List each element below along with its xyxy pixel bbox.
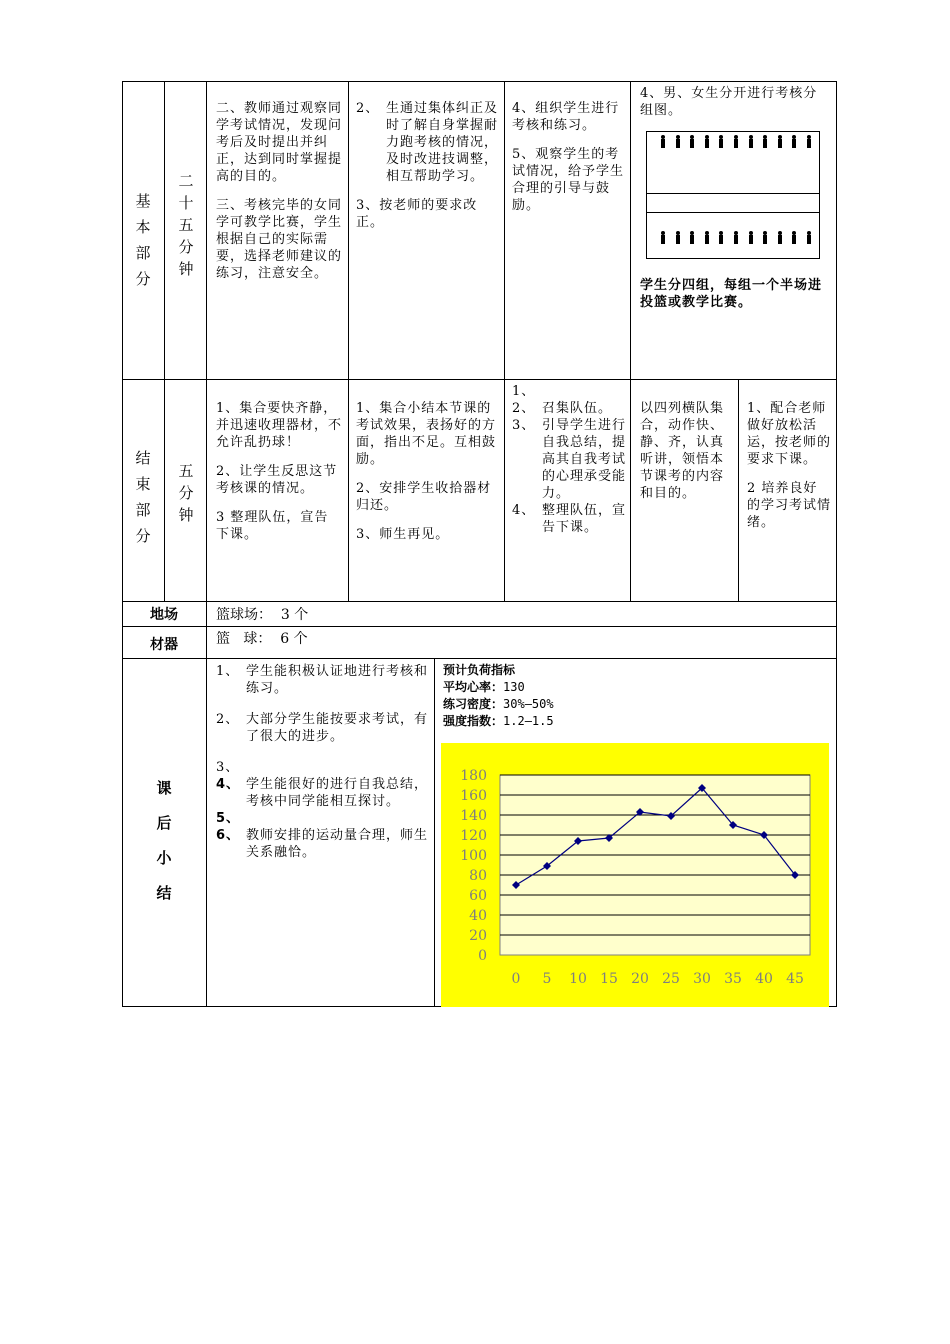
- density-row: [443, 696, 554, 713]
- char: 五: [178, 216, 194, 234]
- list-item: [512, 417, 626, 502]
- summary-list: [216, 663, 428, 861]
- x-tick-label: 25: [662, 971, 680, 987]
- student-icon: [806, 231, 812, 244]
- item-text: [542, 383, 626, 400]
- char: 钟: [178, 260, 194, 278]
- item-text: 生通过集体纠正及时了解自身掌握耐力跑考核的情况，及时改进技调整，相互帮助学习。: [386, 101, 499, 184]
- list-item: [216, 663, 428, 697]
- item-number: 1、: [512, 384, 536, 399]
- list-item: [512, 502, 626, 536]
- ending-time-label: [175, 460, 197, 526]
- char: 分: [178, 484, 194, 502]
- y-tick-label: 60: [469, 888, 487, 904]
- student-icon: [718, 135, 724, 148]
- char: 分: [135, 270, 151, 288]
- y-tick-label: 140: [460, 808, 487, 824]
- ending-goal-col: [747, 400, 831, 543]
- student-icon: [660, 231, 666, 244]
- student-icon: [762, 135, 768, 148]
- grouping-caption: 4、男、女生分开进行考核分组图。: [640, 86, 818, 118]
- char: 部: [135, 244, 151, 262]
- student-icon: [748, 231, 754, 244]
- item-text: [246, 759, 428, 776]
- x-tick-label: 0: [511, 971, 521, 987]
- x-tick-label: 10: [569, 971, 587, 987]
- item-number: 5、: [216, 811, 241, 826]
- ending-teacher-col: [356, 400, 498, 555]
- court-line: [646, 193, 820, 194]
- item-text: 大部分学生能按要求考试，有了很大的进步。: [246, 712, 429, 744]
- item-text: 学生能很好的进行自我总结，考核中同学能相互探讨。: [246, 777, 429, 809]
- ending-student-col: [512, 383, 626, 536]
- list-item: [356, 100, 498, 185]
- equipment-value: 篮 球： 6 个: [216, 631, 308, 647]
- student-icon: [733, 135, 739, 148]
- student-icon: [689, 135, 695, 148]
- basic-teacher-col: [356, 100, 498, 231]
- paragraph: 二、教师通过观察同学考试情况，发现问考后及时提出并纠正，达到同时掌握提高的目的。: [216, 101, 343, 184]
- list-item: [512, 383, 626, 400]
- student-icon: [704, 135, 710, 148]
- basic-time-label: [175, 170, 197, 280]
- load-title: 预计负荷指标: [443, 663, 516, 677]
- x-tick-label: 15: [600, 971, 618, 987]
- char: 部: [135, 501, 151, 519]
- student-icon: [806, 135, 812, 148]
- item-text: 召集队伍。: [542, 401, 613, 416]
- paragraph: 1、集合小结本节课的考试效果，表扬好的方面，指出不足。互相鼓励。: [356, 401, 497, 467]
- item-text: 学生能积极认证地进行考核和练习。: [246, 664, 429, 696]
- char: 十: [178, 194, 194, 212]
- char: 课: [156, 779, 172, 797]
- item-text: 教师安排的运动量合理，师生关系融恰。: [246, 828, 429, 860]
- char: 钟: [178, 506, 194, 524]
- student-icon: [777, 231, 783, 244]
- char: 基: [135, 192, 151, 210]
- char: 二: [178, 172, 194, 190]
- basic-content-col: [216, 100, 342, 294]
- paragraph: 3、师生再见。: [356, 527, 450, 542]
- item-number: 6、: [216, 828, 241, 843]
- y-tick-label: 120: [460, 828, 487, 844]
- paragraph: 2、让学生反思这节考核课的情况。: [216, 464, 338, 496]
- y-tick-label: 160: [460, 788, 487, 804]
- x-tick-label: 40: [755, 971, 773, 987]
- student-icon: [791, 135, 797, 148]
- summary-label: [122, 771, 206, 911]
- intensity-value: 1.2—1.5: [503, 714, 554, 728]
- paragraph: 1、集合要快齐静，并迅速收理器材，不允许乱扔球！: [216, 401, 343, 450]
- x-tick-label: 20: [631, 971, 649, 987]
- hr-label: 平均心率：: [443, 680, 504, 694]
- student-icon: [777, 135, 783, 148]
- y-tick-label: 100: [460, 848, 487, 864]
- item-text: 整理队伍，宣告下课。: [542, 503, 627, 535]
- list-item: [216, 810, 428, 827]
- load-indicators: [443, 662, 554, 730]
- y-tick-label: 80: [469, 868, 487, 884]
- item-number: 4、: [512, 503, 536, 518]
- ending-content-col: [216, 400, 342, 555]
- court-line: [646, 212, 820, 213]
- student-icon: [791, 231, 797, 244]
- x-tick-label: 35: [724, 971, 742, 987]
- venue-label: 地场: [150, 607, 178, 623]
- venue-value: 篮球场： 3 个: [216, 607, 309, 623]
- y-tick-label: 180: [460, 768, 487, 784]
- item-number: 2、: [512, 401, 536, 416]
- student-icon: [733, 231, 739, 244]
- item-number: 2、: [216, 712, 240, 727]
- student-icon: [660, 135, 666, 148]
- density-label: 练习密度：: [443, 697, 504, 711]
- char: 分: [135, 527, 151, 545]
- list-item: [216, 827, 428, 861]
- basic-student-col: [512, 100, 624, 226]
- ending-section-label: [132, 445, 154, 549]
- intensity-row: [443, 713, 554, 730]
- item-number: 4、: [216, 777, 241, 792]
- equipment-label: 材器: [150, 637, 178, 653]
- heart-rate-chart: [441, 743, 829, 1007]
- ending-organization-col: 以四列横队集合，动作快、静、齐，认真听讲，领悟本节课考的内容和目的。: [640, 401, 725, 501]
- basic-section-label: [132, 188, 154, 292]
- grouping-note: 学生分四组，每组一个半场进投篮或教学比赛。: [640, 278, 823, 310]
- list-item: [216, 776, 428, 810]
- list-item: [512, 400, 626, 417]
- y-tick-label: 20: [469, 928, 487, 944]
- student-icon: [675, 231, 681, 244]
- x-tick-label: 45: [786, 971, 804, 987]
- paragraph: 2 培养良好的学习考试情绪。: [747, 481, 832, 530]
- y-tick-label: 0: [478, 948, 487, 964]
- item-number: 2、: [356, 101, 380, 116]
- paragraph: 5、观察学生的考试情况，给予学生合理的引导与鼓励。: [512, 147, 625, 213]
- char: 五: [178, 462, 194, 480]
- x-tick-label: 30: [693, 971, 711, 987]
- paragraph: 2、安排学生收拾器材归还。: [356, 481, 492, 513]
- hr-row: [443, 679, 554, 696]
- student-icon: [748, 135, 754, 148]
- item-number: 3、: [216, 760, 240, 775]
- x-tick-label: 5: [542, 971, 552, 987]
- paragraph: 3 整理队伍，宣告下课。: [216, 510, 329, 542]
- list-item: 3、按老师的要求改正。: [356, 198, 478, 230]
- list-item: [216, 759, 428, 776]
- char: 分: [178, 238, 194, 256]
- hr-value: 130: [503, 680, 525, 694]
- list-item: [216, 711, 428, 745]
- item-text: [246, 810, 428, 827]
- char: 后: [156, 814, 172, 832]
- density-value: 30%—50%: [503, 697, 554, 711]
- char: 结: [156, 884, 172, 902]
- char: 本: [135, 218, 151, 236]
- char: 小: [156, 849, 172, 867]
- student-icon: [675, 135, 681, 148]
- item-text: 引导学生进行自我总结，提高其自我考试的心理承受能力。: [542, 418, 627, 501]
- paragraph: 1、配合老师做好放松活运，按老师的要求下课。: [747, 401, 832, 467]
- student-icon: [762, 231, 768, 244]
- y-tick-label: 40: [469, 908, 487, 924]
- paragraph: 4、组织学生进行考核和练习。: [512, 101, 620, 133]
- paragraph: 三、考核完毕的女同学可教学比赛，学生根据自己的实际需要，选择老师建议的练习，注意安全。: [216, 198, 343, 281]
- char: 结: [135, 449, 151, 467]
- student-icon: [689, 231, 695, 244]
- item-number: 3、: [512, 418, 536, 433]
- student-icon: [718, 231, 724, 244]
- item-number: 1、: [216, 664, 240, 679]
- char: 束: [135, 475, 151, 493]
- student-icon: [704, 231, 710, 244]
- intensity-label: 强度指数：: [443, 714, 504, 728]
